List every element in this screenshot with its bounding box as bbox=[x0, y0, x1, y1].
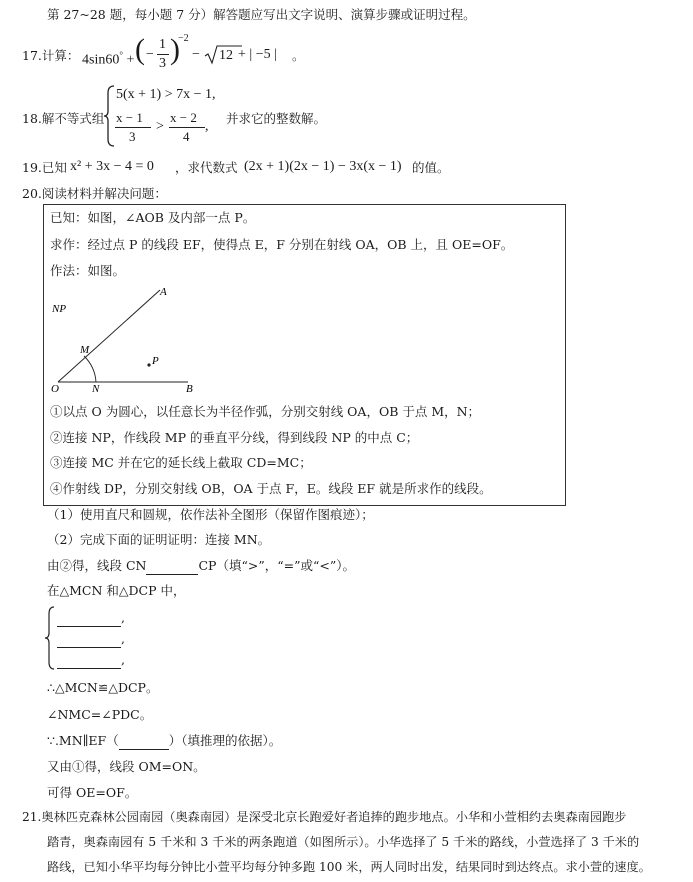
q20-sub1: （1）使用直尺和圆规，依作法补全图形（保留作图痕迹）； bbox=[47, 507, 374, 522]
q20-task: 求作：经过点 P 的线段 EF，使得点 E，F 分别在射线 OA，OB 上，且 OE=OF。 bbox=[50, 237, 514, 252]
q17-abs-term: + | −5 | bbox=[238, 47, 277, 62]
q20-line-f: 又由①得，线段 OM=ON。 bbox=[47, 759, 206, 774]
q20-brace bbox=[44, 606, 56, 670]
q20-line-b: 在△MCN 和△DCP 中， bbox=[47, 583, 186, 598]
q17-frac-den: 3 bbox=[159, 56, 166, 71]
blank-condition-1[interactable] bbox=[57, 610, 121, 627]
q19-end: 的值。 bbox=[412, 160, 450, 175]
q17-minus2: − bbox=[192, 47, 200, 62]
q17-sin-term: 4sin60° + bbox=[82, 50, 135, 68]
label-m: M bbox=[80, 344, 90, 356]
blank-reason[interactable] bbox=[119, 733, 169, 750]
q20-figure bbox=[48, 282, 208, 394]
label-p: P bbox=[152, 355, 159, 367]
label-np: NP bbox=[52, 303, 67, 315]
q20-line-e: ∵.MN∥EF（ ）（填推理的依据）。 bbox=[47, 733, 282, 748]
q18-num1: x − 1 bbox=[116, 110, 143, 125]
q17-minus: − bbox=[146, 47, 154, 62]
label-o: O bbox=[51, 383, 59, 394]
q17-right-paren: ) bbox=[170, 33, 180, 66]
q18-line1: 5(x + 1) > 7x − 1, bbox=[116, 87, 216, 102]
q17-frac-num: 1 bbox=[159, 37, 166, 52]
q20-step4: ④作射线 DP，分别交射线 OB，OA 于点 F，E。线段 EF 就是所求作的线段。 bbox=[50, 481, 492, 496]
q17-left-paren: ( bbox=[135, 33, 145, 66]
blank-cn-cp[interactable] bbox=[146, 558, 198, 575]
q18-comma: , bbox=[205, 119, 209, 134]
q17-label: 17.计算： bbox=[22, 48, 80, 63]
q20-step3: ③连接 MC 并在它的延长线上截取 CD=MC； bbox=[50, 455, 312, 470]
q20-line-c: ∴△MCN≌△DCP。 bbox=[47, 680, 159, 695]
q21-line1: 21.奥林匹克森林公园南园（奥森南园）是深受北京长跑爱好者追捧的跑步地点。小华和小萱相约去奥森南园跑步 bbox=[22, 810, 627, 824]
q20-label: 20.阅读材料并解决问题： bbox=[22, 186, 167, 201]
q18-tail: 并求它的整数解。 bbox=[226, 111, 327, 126]
q20-line-d: ∠NMC=∠PDC。 bbox=[47, 707, 153, 722]
label-n: N bbox=[92, 383, 100, 394]
point-p bbox=[147, 363, 150, 366]
q18-frac-bar2 bbox=[169, 127, 205, 128]
q18-den1: 3 bbox=[129, 129, 136, 144]
arc-mn bbox=[84, 356, 96, 382]
q19-mid: ，求代数式 bbox=[175, 160, 238, 175]
q21-line3: 路线，已知小华平均每分钟比小萱平均每分钟多跑 100 米，两人同时出发，结果同时到达终点。求小萱的速度。 bbox=[47, 860, 651, 874]
q19-equation: x² + 3x − 4 = 0 bbox=[70, 159, 154, 174]
q19-expression: (2x + 1)(2x − 1) − 3x(x − 1) bbox=[244, 159, 402, 174]
q18-brace bbox=[102, 85, 116, 147]
q20-step2: ②连接 NP，作线段 MP 的垂直平分线，得到线段 NP 的中点 C； bbox=[50, 430, 419, 445]
intro-text: 第 27~28 题，每小题 7 分）解答题应写出文字说明、演算步骤或证明过程。 bbox=[47, 7, 476, 22]
q17-frac-bar bbox=[157, 54, 169, 55]
q20-step1: ①以点 O 为圆心，以任意长为半径作弧，分别交射线 OA，OB 于点 M，N； bbox=[50, 404, 481, 419]
q20-sub2: （2）完成下面的证明证明：连接 MN。 bbox=[47, 532, 271, 547]
q18-op: > bbox=[156, 119, 164, 134]
q18-den2: 4 bbox=[183, 129, 190, 144]
q21-line2: 踏青，奥森南园有 5 千米和 3 千米的两条跑道（如图所示）。小华选择了 5 千米的路线，小萱选择了 3 千米的 bbox=[47, 835, 640, 849]
q20-line-a: 由②得，线段 CN CP（填“>”，“=”或“<”）。 bbox=[47, 558, 355, 573]
ray-oa bbox=[58, 290, 160, 382]
q17-sqrt-arg: 12 bbox=[219, 48, 233, 63]
q17-exponent: −2 bbox=[178, 33, 189, 44]
q20-line-g: 可得 OE=OF。 bbox=[47, 785, 138, 800]
label-b: B bbox=[186, 383, 193, 394]
q17-end: 。 bbox=[292, 48, 305, 63]
q18-num2: x − 2 bbox=[170, 110, 197, 125]
blank-condition-3[interactable] bbox=[57, 652, 121, 669]
q18-label: 18.解不等式组 bbox=[22, 111, 105, 126]
q20-blank-row3: , bbox=[57, 652, 125, 669]
q19-label: 19.已知 bbox=[22, 160, 67, 175]
q20-blank-row2: , bbox=[57, 631, 125, 648]
q20-blank-row1: , bbox=[57, 610, 125, 627]
q20-method: 作法：如图。 bbox=[50, 263, 126, 278]
blank-condition-2[interactable] bbox=[57, 631, 121, 648]
q20-known: 已知：如图，∠AOB 及内部一点 P。 bbox=[50, 210, 256, 225]
q18-frac-bar1 bbox=[115, 127, 151, 128]
label-a: A bbox=[160, 286, 167, 298]
